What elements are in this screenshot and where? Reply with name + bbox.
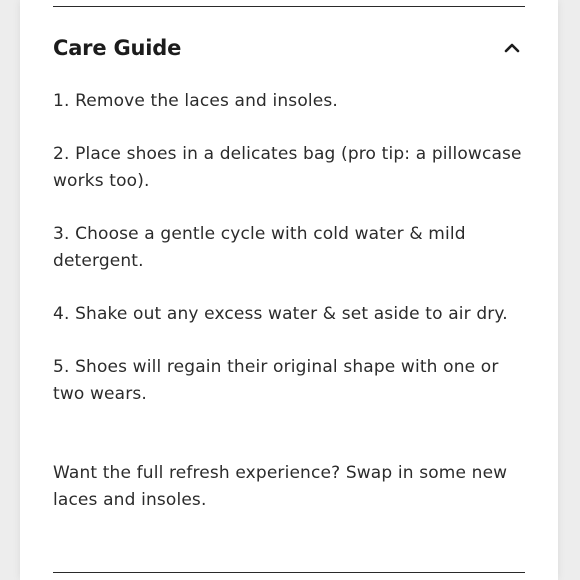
top-divider (53, 6, 525, 7)
care-guide-title: Care Guide (53, 36, 182, 60)
care-step-1: 1. Remove the laces and insoles. (53, 91, 338, 111)
refresh-tip: Want the full refresh experience? Swap in some new laces and insoles. (53, 463, 508, 510)
care-step-4: 4. Shake out any excess water & set aside to air dry. (53, 304, 508, 324)
chevron-up-icon[interactable] (501, 37, 523, 59)
care-guide-content (53, 88, 525, 540)
care-guide-panel (20, 0, 558, 580)
care-guide-accordion-header[interactable] (53, 30, 525, 66)
care-step-2: 2. Place shoes in a delicates bag (pro tip: a pillowcase works too). (53, 144, 522, 191)
care-step-3: 3. Choose a gentle cycle with cold water & mild detergent. (53, 224, 466, 271)
care-step-5: 5. Shoes will regain their original shape with one or two wears. (53, 357, 499, 404)
bottom-divider (53, 572, 525, 573)
